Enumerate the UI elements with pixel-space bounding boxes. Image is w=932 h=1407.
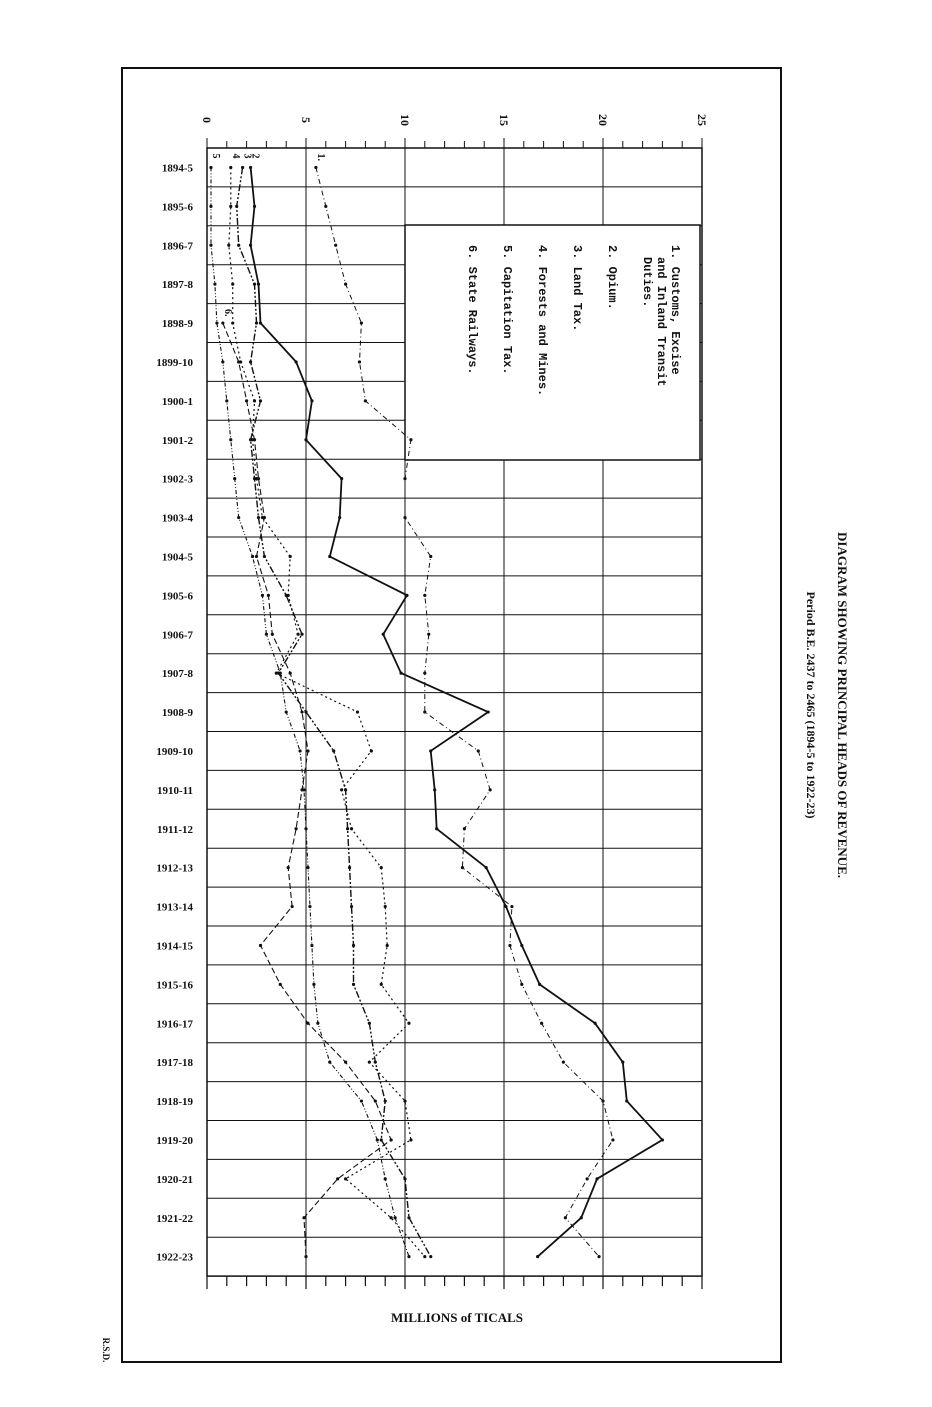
data-point [289, 672, 292, 675]
data-point [360, 321, 363, 324]
data-point [310, 399, 313, 402]
data-point [536, 1255, 539, 1258]
category-label: 1896-7 [161, 240, 193, 253]
data-point [352, 944, 355, 947]
data-point [344, 1177, 347, 1180]
tick-label: 0 [200, 117, 214, 123]
data-point [298, 749, 301, 752]
data-point [409, 1138, 412, 1141]
tick-label: 20 [596, 114, 610, 126]
chart-subtitle: Period B.E. 2437 to 2465 (1894-5 to 1922-23) [804, 591, 818, 819]
data-point [386, 944, 389, 947]
data-point [336, 1177, 339, 1180]
chart-title: DIAGRAM SHOWING PRINCIPAL HEADS OF REVENUE. [835, 532, 850, 878]
tick-label: 15 [497, 114, 511, 126]
legend-entry: 4. Forests and Mines. [535, 245, 549, 397]
data-point [265, 633, 268, 636]
data-point [304, 1255, 307, 1258]
data-point [306, 1022, 309, 1025]
data-point [384, 1177, 387, 1180]
data-point [429, 749, 432, 752]
data-point [328, 555, 331, 558]
data-point [344, 788, 347, 791]
data-point [251, 555, 254, 558]
category-label: 1901-2 [161, 434, 193, 447]
series-number-label: 4 [229, 153, 241, 159]
category-label: 1916-17 [156, 1018, 193, 1031]
data-point [595, 1177, 598, 1180]
legend-entry: 5. Capitation Tax. [500, 245, 514, 375]
legend-entry: 6. State Railways. [465, 245, 479, 375]
data-point [285, 710, 288, 713]
category-label: 1920-21 [156, 1173, 193, 1186]
data-point [237, 244, 240, 247]
data-point [310, 944, 313, 947]
data-point [407, 1216, 410, 1219]
category-label: 1897-8 [161, 279, 193, 292]
category-label: 1908-9 [161, 707, 193, 720]
data-point [429, 1255, 432, 1258]
data-point [241, 166, 244, 169]
category-label: 1913-14 [156, 901, 193, 914]
data-point [338, 516, 341, 519]
data-point [427, 633, 430, 636]
category-label: 1904-5 [161, 551, 193, 564]
data-point [350, 827, 353, 830]
data-point [259, 321, 262, 324]
data-point [304, 710, 307, 713]
category-label: 1907-8 [161, 668, 193, 681]
data-point [259, 399, 262, 402]
data-point [435, 827, 438, 830]
data-point [374, 1099, 377, 1102]
axis-label: MILLIONS of TICALS [391, 1310, 523, 1325]
data-point [227, 244, 230, 247]
category-label: 1919-20 [156, 1134, 193, 1147]
data-point [255, 555, 258, 558]
data-point [221, 360, 224, 363]
data-point [253, 438, 256, 441]
data-point [520, 983, 523, 986]
data-point [504, 905, 507, 908]
data-point [209, 205, 212, 208]
data-point [229, 438, 232, 441]
tick-label: 5 [299, 117, 313, 123]
category-label: 1895-6 [161, 201, 193, 214]
data-point [423, 710, 426, 713]
data-point [295, 827, 298, 830]
data-point [245, 399, 248, 402]
data-point [304, 827, 307, 830]
legend-entry: Duties. [640, 257, 654, 308]
data-point [611, 1138, 614, 1141]
data-point [253, 399, 256, 402]
category-label: 1910-11 [156, 784, 193, 797]
data-point [253, 283, 256, 286]
data-point [403, 1177, 406, 1180]
data-point [380, 983, 383, 986]
data-point [263, 555, 266, 558]
series-number-label: 3 [241, 153, 253, 159]
data-point [540, 1022, 543, 1025]
data-point [261, 594, 264, 597]
data-point [332, 749, 335, 752]
data-point [300, 710, 303, 713]
data-point [259, 944, 262, 947]
data-point [314, 166, 317, 169]
data-point [312, 983, 315, 986]
data-point [209, 166, 212, 169]
data-point [257, 477, 260, 480]
data-point [257, 516, 260, 519]
data-point [593, 1022, 596, 1025]
data-point [308, 905, 311, 908]
data-point [520, 944, 523, 947]
data-point [376, 1138, 379, 1141]
data-point [384, 1099, 387, 1102]
data-point [580, 1216, 583, 1219]
data-point [249, 166, 252, 169]
data-point [370, 749, 373, 752]
data-point [249, 244, 252, 247]
category-label: 1915-16 [156, 979, 193, 992]
data-point [380, 1138, 383, 1141]
data-point [403, 516, 406, 519]
data-point [487, 710, 490, 713]
tick-label: 25 [695, 114, 709, 126]
data-point [267, 594, 270, 597]
data-point [229, 205, 232, 208]
data-point [215, 321, 218, 324]
data-point [364, 399, 367, 402]
data-point [597, 1255, 600, 1258]
category-label: 1917-18 [156, 1057, 193, 1070]
data-point [295, 360, 298, 363]
data-point [306, 749, 309, 752]
data-point [423, 594, 426, 597]
data-point [586, 1177, 589, 1180]
category-label: 1914-15 [156, 940, 193, 953]
data-point [291, 905, 294, 908]
data-point [350, 905, 353, 908]
data-point [221, 321, 224, 324]
category-label: 1909-10 [156, 745, 193, 758]
data-point [344, 283, 347, 286]
data-point [360, 1099, 363, 1102]
data-point [601, 1099, 604, 1102]
data-point [237, 360, 240, 363]
legend-entry: 2. Opium. [605, 245, 619, 310]
series-line-6 [223, 323, 391, 1257]
series-number-label: 1. [314, 153, 326, 161]
data-point [271, 633, 274, 636]
data-point [390, 1216, 393, 1219]
data-point [231, 283, 234, 286]
data-point [461, 866, 464, 869]
data-point [300, 788, 303, 791]
data-point [405, 594, 408, 597]
data-point [384, 905, 387, 908]
category-label: 1921-22 [156, 1212, 193, 1225]
data-point [306, 866, 309, 869]
category-label: 1922-23 [156, 1251, 193, 1264]
data-point [352, 983, 355, 986]
data-point [233, 477, 236, 480]
legend-entry: 3. Land Tax. [570, 245, 584, 332]
series-line-5 [211, 167, 409, 1256]
data-point [489, 788, 492, 791]
data-point [423, 1255, 426, 1258]
category-label: 1898-9 [161, 318, 193, 331]
data-point [463, 827, 466, 830]
data-point [562, 1061, 565, 1064]
data-point [380, 866, 383, 869]
data-point [358, 360, 361, 363]
data-point [279, 983, 282, 986]
data-point [225, 399, 228, 402]
data-point [407, 1022, 410, 1025]
data-point [213, 283, 216, 286]
series-line-3 [237, 167, 431, 1256]
series-line-4 [229, 167, 425, 1256]
data-point [368, 1061, 371, 1064]
data-point [255, 321, 258, 324]
data-point [508, 944, 511, 947]
data-point [409, 438, 412, 441]
data-point [324, 205, 327, 208]
data-point [433, 788, 436, 791]
data-point [316, 1022, 319, 1025]
data-point [302, 1216, 305, 1219]
data-point [429, 555, 432, 558]
data-point [538, 983, 541, 986]
data-point [399, 672, 402, 675]
data-point [348, 866, 351, 869]
tick-label: 10 [398, 114, 412, 126]
data-point [394, 1216, 397, 1219]
data-point [287, 866, 290, 869]
author-initials: R.S.D. [101, 1337, 111, 1363]
data-point [625, 1099, 628, 1102]
category-label: 1900-1 [161, 395, 193, 408]
category-label: 1899-10 [156, 356, 193, 369]
data-point [368, 1022, 371, 1025]
data-point [275, 672, 278, 675]
data-point [235, 205, 238, 208]
data-point [340, 477, 343, 480]
category-label: 1905-6 [161, 590, 193, 603]
tick-labels [200, 114, 709, 126]
data-point [356, 710, 359, 713]
series-number-label: 6. [221, 309, 233, 317]
data-point [477, 749, 480, 752]
data-point [403, 477, 406, 480]
data-point [510, 905, 513, 908]
category-label: 1902-3 [161, 473, 193, 486]
data-point [304, 438, 307, 441]
data-point [485, 866, 488, 869]
data-point [423, 672, 426, 675]
category-label: 1903-4 [161, 512, 193, 525]
data-point [231, 321, 234, 324]
data-point [300, 633, 303, 636]
data-point [328, 1061, 331, 1064]
data-point [249, 360, 252, 363]
category-labels [156, 162, 193, 1263]
data-point [263, 516, 266, 519]
data-point [209, 244, 212, 247]
series-number-label: 2 [249, 153, 261, 159]
data-point [346, 827, 349, 830]
data-point [334, 244, 337, 247]
data-point [229, 166, 232, 169]
data-point [390, 1138, 393, 1141]
data-point [287, 594, 290, 597]
data-point [279, 672, 282, 675]
data-point [621, 1061, 624, 1064]
category-label: 1911-12 [156, 823, 193, 836]
data-point [344, 1061, 347, 1064]
category-label: 1912-13 [156, 862, 193, 875]
data-point [374, 1061, 377, 1064]
series-number-label: 5 [209, 153, 221, 159]
data-point [407, 1255, 410, 1258]
data-point [253, 205, 256, 208]
data-point [257, 283, 260, 286]
category-label: 1894-5 [161, 162, 193, 175]
data-point [289, 555, 292, 558]
data-point [237, 516, 240, 519]
category-label: 1906-7 [161, 629, 193, 642]
data-point [382, 633, 385, 636]
data-point [661, 1138, 664, 1141]
category-label: 1918-19 [156, 1096, 193, 1109]
data-point [564, 1216, 567, 1219]
data-point [403, 1099, 406, 1102]
data-point [296, 633, 299, 636]
legend-entry: and Inland Transit [654, 257, 668, 387]
legend-entry: 1. Customs, Excise [668, 245, 682, 375]
data-point [340, 788, 343, 791]
